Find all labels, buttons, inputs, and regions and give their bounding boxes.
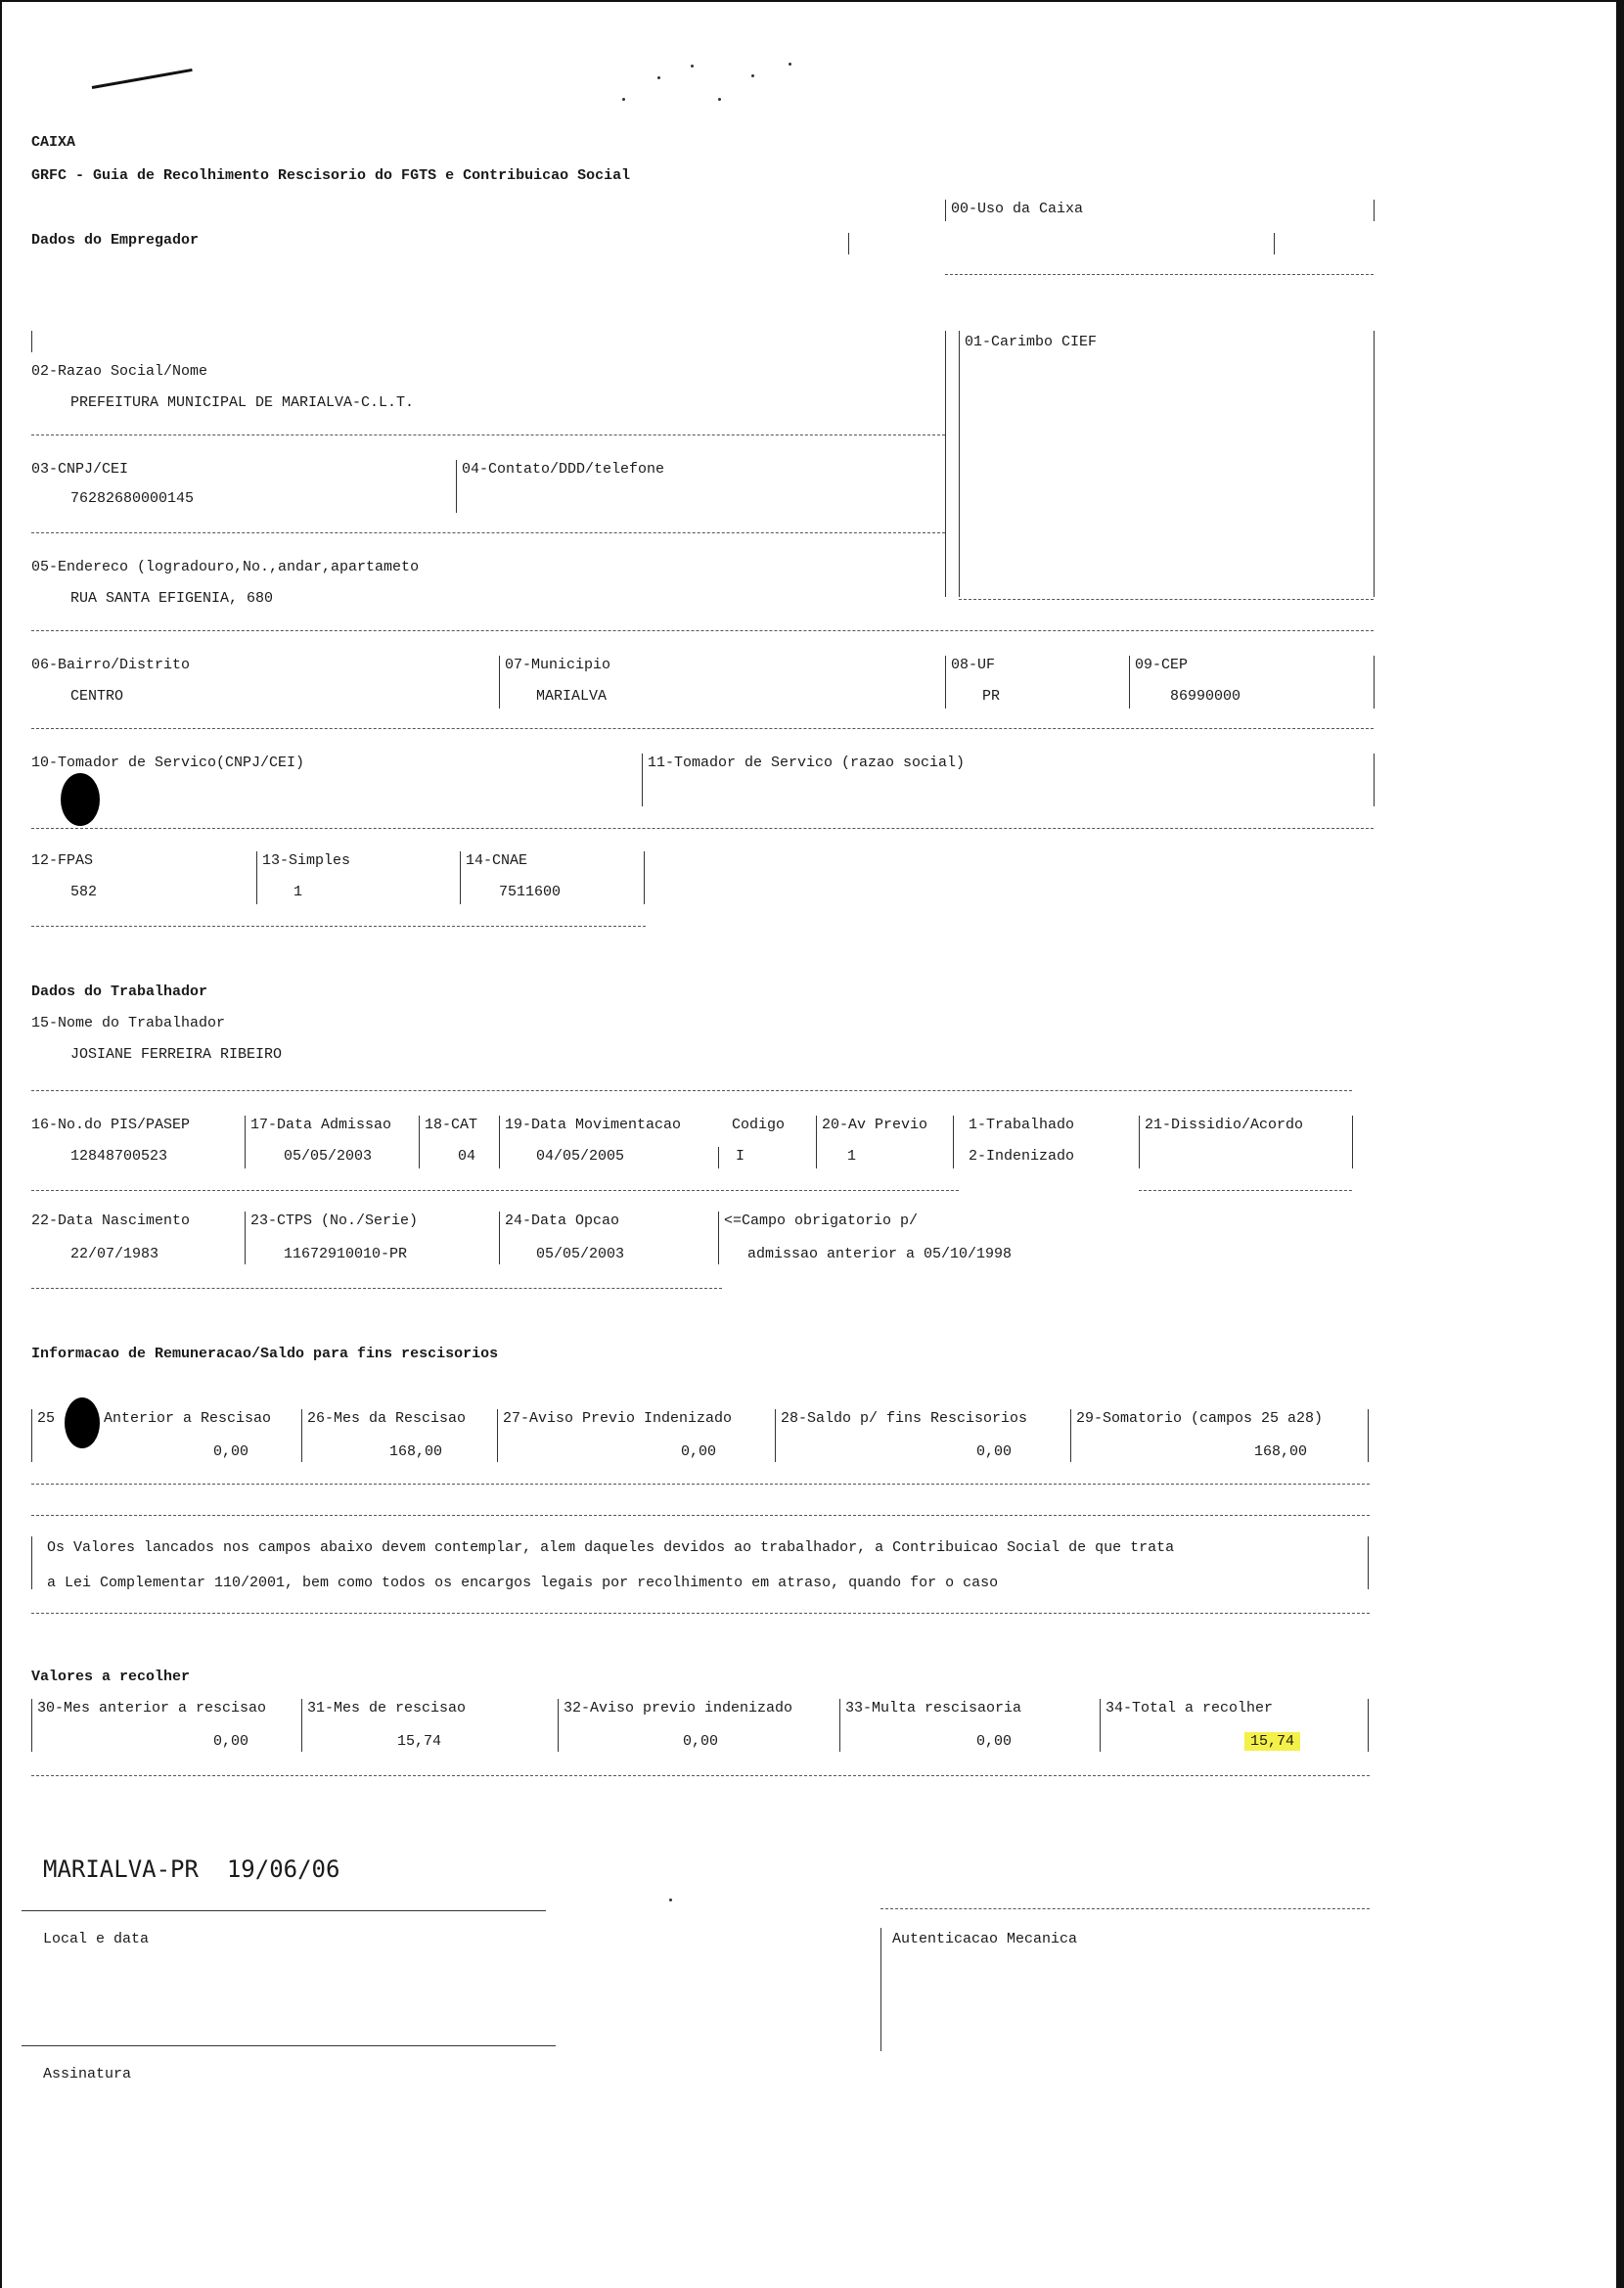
field-08-label: 08-UF — [951, 657, 996, 673]
field-33-value: 0,00 — [976, 1733, 1013, 1750]
speck — [669, 1899, 672, 1901]
signature-line-sign — [22, 2045, 556, 2046]
field-03-value: 76282680000145 — [70, 490, 195, 507]
field-border — [31, 1409, 32, 1462]
bank-name: CAIXA — [31, 134, 76, 151]
field-28-label: 28-Saldo p/ fins Rescisorios — [781, 1410, 1028, 1427]
field-14-value: 7511600 — [499, 884, 562, 900]
field-20-option-2: 2-Indenizado — [969, 1148, 1075, 1165]
notice-line-2: a Lei Complementar 110/2001, bem como todos os encargos legais por recolhimento em atraso, quando for o caso — [47, 1575, 999, 1591]
field-24-label: 24-Data Opcao — [505, 1213, 620, 1229]
field-06-label: 06-Bairro/Distrito — [31, 657, 191, 673]
redaction-blot — [65, 1397, 100, 1448]
divider — [460, 851, 461, 904]
divider — [848, 233, 849, 254]
field-20-label: 20-Av Previo — [822, 1117, 928, 1133]
section-values: Valores a recolher — [31, 1669, 191, 1685]
field-20-value: 1 — [847, 1148, 857, 1165]
auth-box-top — [880, 1908, 1370, 1909]
section-employer: Dados do Empregador — [31, 232, 200, 249]
box-border — [1374, 754, 1375, 806]
speck — [691, 65, 694, 68]
field-15-label: 15-Nome do Trabalhador — [31, 1015, 226, 1031]
field-22-value: 22/07/1983 — [70, 1246, 159, 1262]
field-17-value: 05/05/2003 — [284, 1148, 373, 1165]
field-25-label: Anterior a Rescisao — [104, 1410, 272, 1427]
field-31-value: 15,74 — [397, 1733, 442, 1750]
box-border — [1374, 656, 1375, 709]
divider — [301, 1699, 302, 1752]
field-12-label: 12-FPAS — [31, 852, 94, 869]
field-border — [31, 331, 32, 352]
field-05-value: RUA SANTA EFIGENIA, 680 — [70, 590, 274, 607]
box-border — [945, 200, 946, 221]
divider — [1070, 1409, 1071, 1462]
field-27-value: 0,00 — [681, 1443, 717, 1460]
box-border — [959, 599, 1374, 600]
field-02-label: 02-Razao Social/Nome — [31, 363, 208, 380]
field-18-label: 18-CAT — [425, 1117, 478, 1133]
divider — [718, 1147, 719, 1168]
row-separator — [31, 728, 1374, 729]
speck — [657, 76, 660, 79]
field-10-label: 10-Tomador de Servico(CNPJ/CEI) — [31, 755, 305, 771]
field-33-label: 33-Multa rescisaoria — [845, 1700, 1022, 1716]
divider — [839, 1699, 840, 1752]
field-13-label: 13-Simples — [262, 852, 351, 869]
field-26-value: 168,00 — [389, 1443, 443, 1460]
local-date-label: Local e data — [43, 1931, 150, 1947]
row-separator — [31, 532, 945, 533]
divider — [1100, 1699, 1101, 1752]
place-and-date: MARIALVA-PR 19/06/06 — [43, 1855, 340, 1883]
divider — [1129, 656, 1130, 709]
row-separator — [31, 926, 646, 927]
divider — [775, 1409, 776, 1462]
field-07-label: 07-Municipio — [505, 657, 611, 673]
row-separator — [31, 1090, 1352, 1091]
box-border — [1352, 1116, 1353, 1168]
speck — [751, 74, 754, 77]
field-19-label: 19-Data Movimentacao — [505, 1117, 682, 1133]
divider — [644, 851, 645, 904]
field-20-option-1: 1-Trabalhado — [969, 1117, 1075, 1133]
scan-edge — [0, 0, 1624, 2]
field-03-label: 03-CNPJ/CEI — [31, 461, 129, 478]
field-08-value: PR — [982, 688, 1001, 705]
field-06-value: CENTRO — [70, 688, 124, 705]
field-29-label: 29-Somatorio (campos 25 a28) — [1076, 1410, 1324, 1427]
field-32-value: 0,00 — [683, 1733, 719, 1750]
divider — [456, 460, 457, 513]
codigo-label: Codigo — [732, 1117, 786, 1133]
field-30-label: 30-Mes anterior a rescisao — [37, 1700, 267, 1716]
mandatory-note-2: admissao anterior a 05/10/1998 — [747, 1246, 1013, 1262]
row-separator — [31, 828, 1374, 829]
divider — [718, 1212, 719, 1264]
divider — [642, 754, 643, 806]
field-23-label: 23-CTPS (No./Serie) — [250, 1213, 419, 1229]
field-07-value: MARIALVA — [536, 688, 608, 705]
field-30-value: 0,00 — [213, 1733, 249, 1750]
section-worker: Dados do Trabalhador — [31, 984, 208, 1000]
field-09-label: 09-CEP — [1135, 657, 1189, 673]
form-title: GRFC - Guia de Recolhimento Rescisorio do FGTS e Contribuicao Social — [31, 167, 631, 184]
field-24-value: 05/05/2003 — [536, 1246, 625, 1262]
field-31-label: 31-Mes de rescisao — [307, 1700, 467, 1716]
divider — [945, 656, 946, 709]
divider — [245, 1116, 246, 1168]
field-16-value: 12848700523 — [70, 1148, 168, 1165]
field-34-label: 34-Total a recolher — [1105, 1700, 1274, 1716]
field-09-value: 86990000 — [1170, 688, 1241, 705]
field-18-value: 04 — [458, 1148, 476, 1165]
field-27-label: 27-Aviso Previo Indenizado — [503, 1410, 733, 1427]
field-17-label: 17-Data Admissao — [250, 1117, 392, 1133]
field-34-value-highlighted: 15,74 — [1244, 1732, 1300, 1751]
pen-scribble — [92, 69, 193, 89]
divider — [1139, 1116, 1140, 1168]
field-15-value: JOSIANE FERREIRA RIBEIRO — [70, 1046, 283, 1063]
field-26-label: 26-Mes da Rescisao — [307, 1410, 467, 1427]
box-border — [1368, 1699, 1369, 1752]
field-23-value: 11672910010-PR — [284, 1246, 408, 1262]
box-border — [1274, 233, 1275, 254]
speck — [718, 98, 721, 101]
field-22-label: 22-Data Nascimento — [31, 1213, 191, 1229]
scan-edge — [0, 0, 2, 2288]
field-05-label: 05-Endereco (logradouro,No.,andar,apartameto — [31, 559, 420, 575]
row-separator — [31, 1484, 1370, 1485]
signature-label: Assinatura — [43, 2066, 132, 2082]
field-19-value: 04/05/2005 — [536, 1148, 625, 1165]
row-separator — [31, 1613, 1370, 1614]
speck — [622, 98, 625, 101]
field-14-label: 14-CNAE — [466, 852, 528, 869]
field-13-value: 1 — [293, 884, 303, 900]
field-29-value: 168,00 — [1254, 1443, 1308, 1460]
signature-line-local — [22, 1910, 546, 1911]
field-border — [31, 1699, 32, 1752]
field-border — [31, 1536, 32, 1589]
box-border — [1368, 1536, 1369, 1589]
divider — [301, 1409, 302, 1462]
divider — [419, 1116, 420, 1168]
divider — [256, 851, 257, 904]
field-25-prefix: 25 — [37, 1410, 56, 1427]
box-border — [945, 274, 1374, 275]
box-border — [1368, 1409, 1369, 1462]
divider — [499, 1212, 500, 1264]
mandatory-note-1: <=Campo obrigatorio p/ — [724, 1213, 919, 1229]
row-separator — [31, 630, 1374, 631]
divider — [497, 1409, 498, 1462]
field-04-label: 04-Contato/DDD/telefone — [462, 461, 665, 478]
divider — [499, 656, 500, 709]
row-separator — [31, 1515, 1370, 1516]
field-02-value: PREFEITURA MUNICIPAL DE MARIALVA-C.L.T. — [70, 394, 415, 411]
field-32-label: 32-Aviso previo indenizado — [564, 1700, 793, 1716]
auth-label: Autenticacao Mecanica — [892, 1931, 1078, 1947]
row-separator — [31, 1190, 959, 1191]
divider — [558, 1699, 559, 1752]
divider — [245, 1212, 246, 1264]
box-border — [959, 331, 960, 597]
auth-box-border — [880, 1928, 881, 2051]
field-12-value: 582 — [70, 884, 98, 900]
divider — [953, 1116, 954, 1168]
field-01-label: 01-Carimbo CIEF — [965, 334, 1098, 350]
row-separator — [31, 1288, 722, 1289]
scan-edge — [1616, 0, 1624, 2288]
redaction-blot — [61, 773, 100, 826]
field-16-label: 16-No.do PIS/PASEP — [31, 1117, 191, 1133]
field-28-value: 0,00 — [976, 1443, 1013, 1460]
divider — [816, 1116, 817, 1168]
codigo-value: I — [736, 1148, 745, 1165]
field-11-label: 11-Tomador de Servico (razao social) — [648, 755, 966, 771]
row-separator — [1139, 1190, 1352, 1191]
row-separator — [31, 1775, 1370, 1776]
box-border — [1374, 331, 1375, 597]
field-21-label: 21-Dissidio/Acordo — [1145, 1117, 1304, 1133]
box-border — [1374, 200, 1375, 221]
section-remuneration: Informacao de Remuneracao/Saldo para fins rescisorios — [31, 1346, 499, 1362]
field-25-value: 0,00 — [213, 1443, 249, 1460]
divider — [499, 1116, 500, 1168]
field-00-label: 00-Uso da Caixa — [951, 201, 1084, 217]
speck — [789, 63, 791, 66]
box-border — [945, 331, 946, 597]
notice-line-1: Os Valores lancados nos campos abaixo devem contemplar, alem daqueles devidos ao trabalhador, a Contribuicao Social de que trata — [47, 1539, 1175, 1556]
